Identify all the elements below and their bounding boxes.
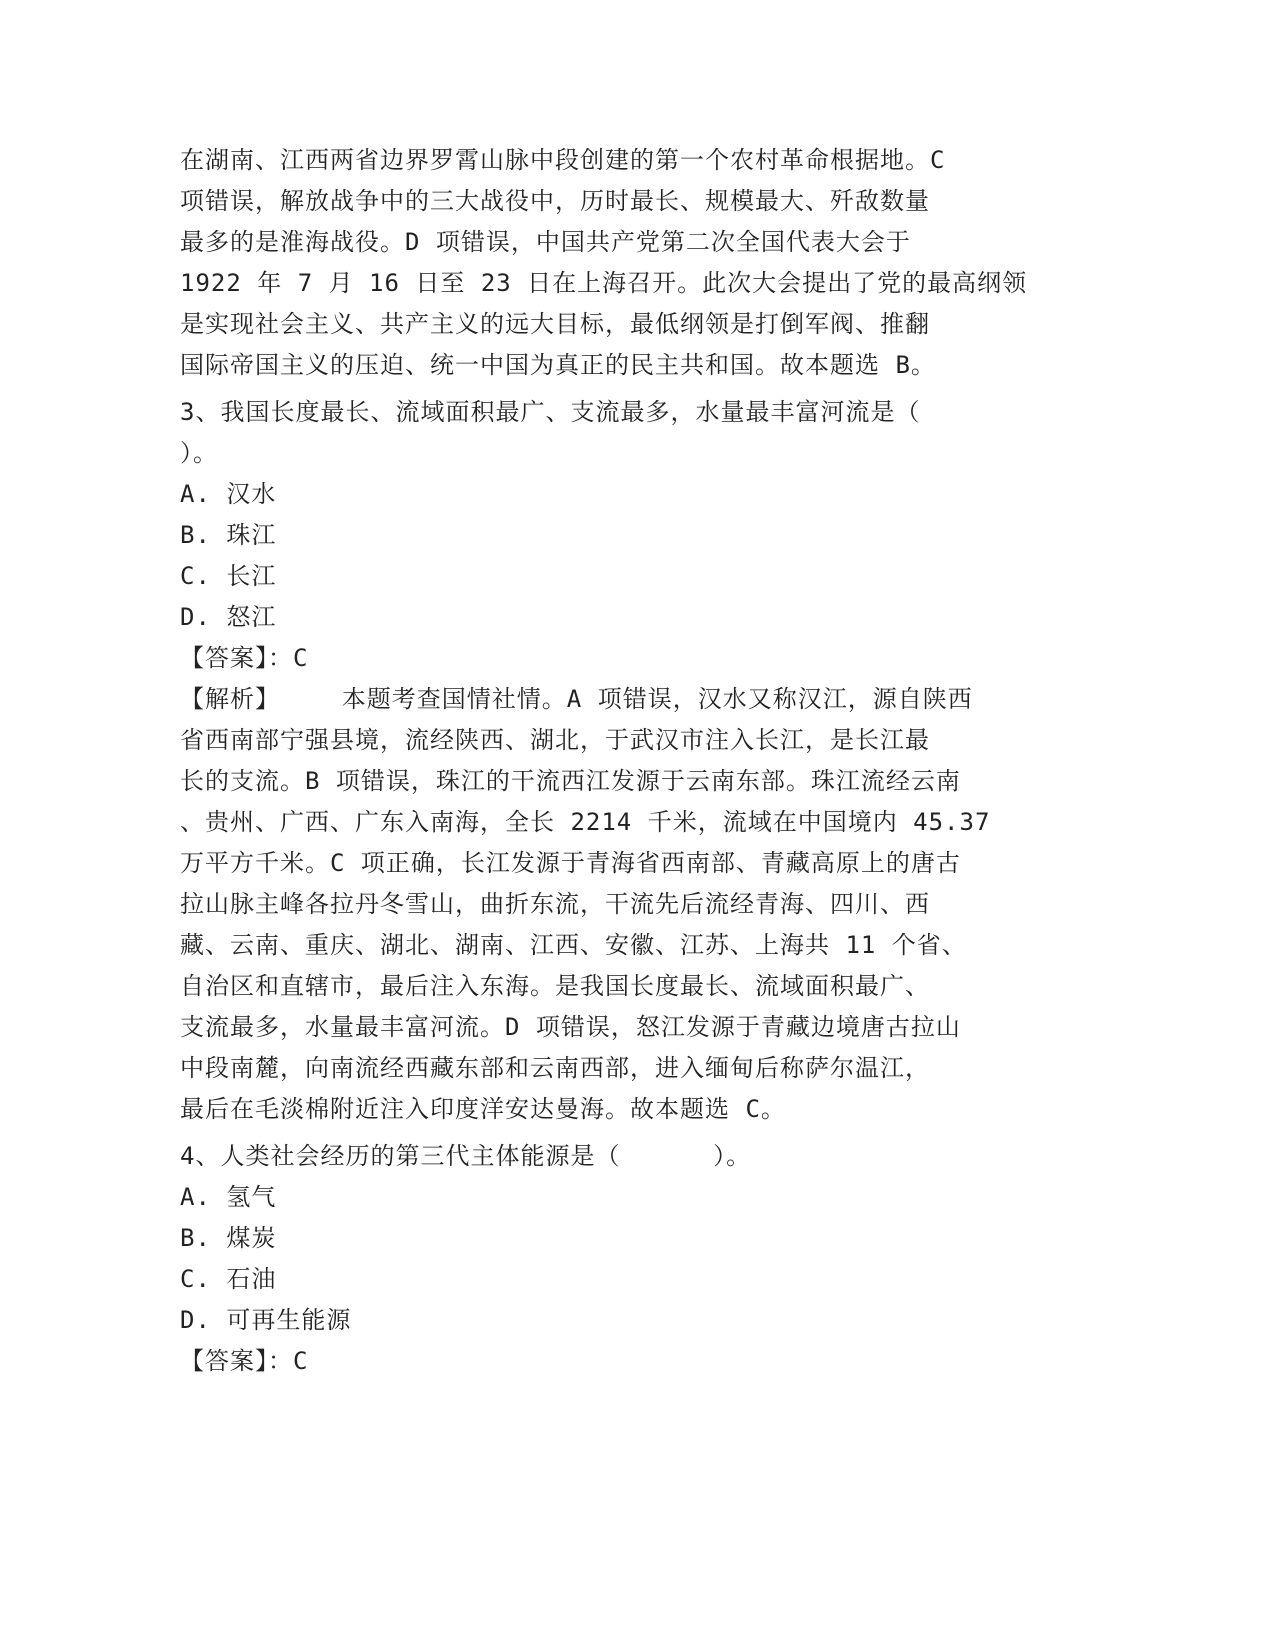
text-line: 是实现社会主义、共产主义的远大目标，最低纲领是打倒军阀、推翻: [180, 310, 930, 338]
option-d: D. 怒江: [180, 603, 277, 631]
text-line: 国际帝国主义的压迫、统一中国为真正的民主共和国。故本题选 B。: [180, 351, 936, 379]
analysis-line: 支流最多，水量最丰富河流。D 项错误，怒江发源于青藏边境唐古拉山: [180, 1013, 961, 1041]
question-stem: ）。: [180, 439, 218, 467]
analysis-line: 省西南部宁强县境，流经陕西、湖北，于武汉市注入长江，是长江最: [180, 726, 930, 754]
option-c: C. 石油: [180, 1265, 277, 1293]
option-a: A. 汉水: [180, 480, 277, 508]
analysis-line: 拉山脉主峰各拉丹冬雪山，曲折东流，干流先后流经青海、四川、西: [180, 890, 930, 918]
analysis-line: 中段南麓，向南流经西藏东部和云南西部，进入缅甸后称萨尔温江，: [180, 1054, 930, 1082]
text-line: 1922 年 7 月 16 日至 23 日在上海召开。此次大会提出了党的最高纲领: [180, 269, 1028, 297]
option-c: C. 长江: [180, 562, 277, 590]
analysis-line: 万平方千米。C 项正确，长江发源于青海省西南部、青藏高原上的唐古: [180, 849, 961, 877]
answer: 【答案】：C: [180, 644, 309, 672]
answer: 【答案】：C: [180, 1347, 309, 1375]
analysis-line: 最后在毛淡棉附近注入印度洋安达曼海。故本题选 C。: [180, 1095, 786, 1123]
option-b: B. 煤炭: [180, 1224, 277, 1252]
option-a: A. 氢气: [180, 1183, 277, 1211]
option-b: B. 珠江: [180, 521, 277, 549]
text-line: 项错误，解放战争中的三大战役中，历时最长、规模最大、歼敌数量: [180, 187, 930, 215]
text-line: 在湖南、江西两省边界罗霄山脉中段创建的第一个农村革命根据地。C: [180, 146, 946, 174]
question-stem: 3、我国长度最长、流域面积最广、支流最多，水量最丰富河流是（: [180, 398, 921, 426]
option-d: D. 可再生能源: [180, 1306, 352, 1334]
question-3: [180, 392, 1040, 1130]
analysis-line: 藏、云南、重庆、湖北、湖南、江西、安徽、江苏、上海共 11 个省、: [180, 931, 967, 959]
analysis-line: 长的支流。B 项错误，珠江的干流西江发源于云南东部。珠江流经云南: [180, 767, 961, 795]
question-stem: 4、人类社会经历的第三代主体能源是（ ）。: [180, 1142, 752, 1170]
previous-explanation: [180, 140, 1040, 386]
document-page: [180, 140, 1040, 1382]
text-line: 最多的是淮海战役。D 项错误，中国共产党第二次全国代表大会于: [180, 228, 911, 256]
question-4: [180, 1136, 1040, 1382]
analysis-line: 、贵州、广西、广东入南海，全长 2214 千米，流域在中国境内 45.37: [180, 808, 991, 836]
analysis-line: 自治区和直辖市，最后注入东海。是我国长度最长、流域面积最广、: [180, 972, 930, 1000]
analysis-line: 【解析】 本题考查国情社情。A 项错误，汉水又称汉江，源自陕西: [180, 685, 973, 713]
